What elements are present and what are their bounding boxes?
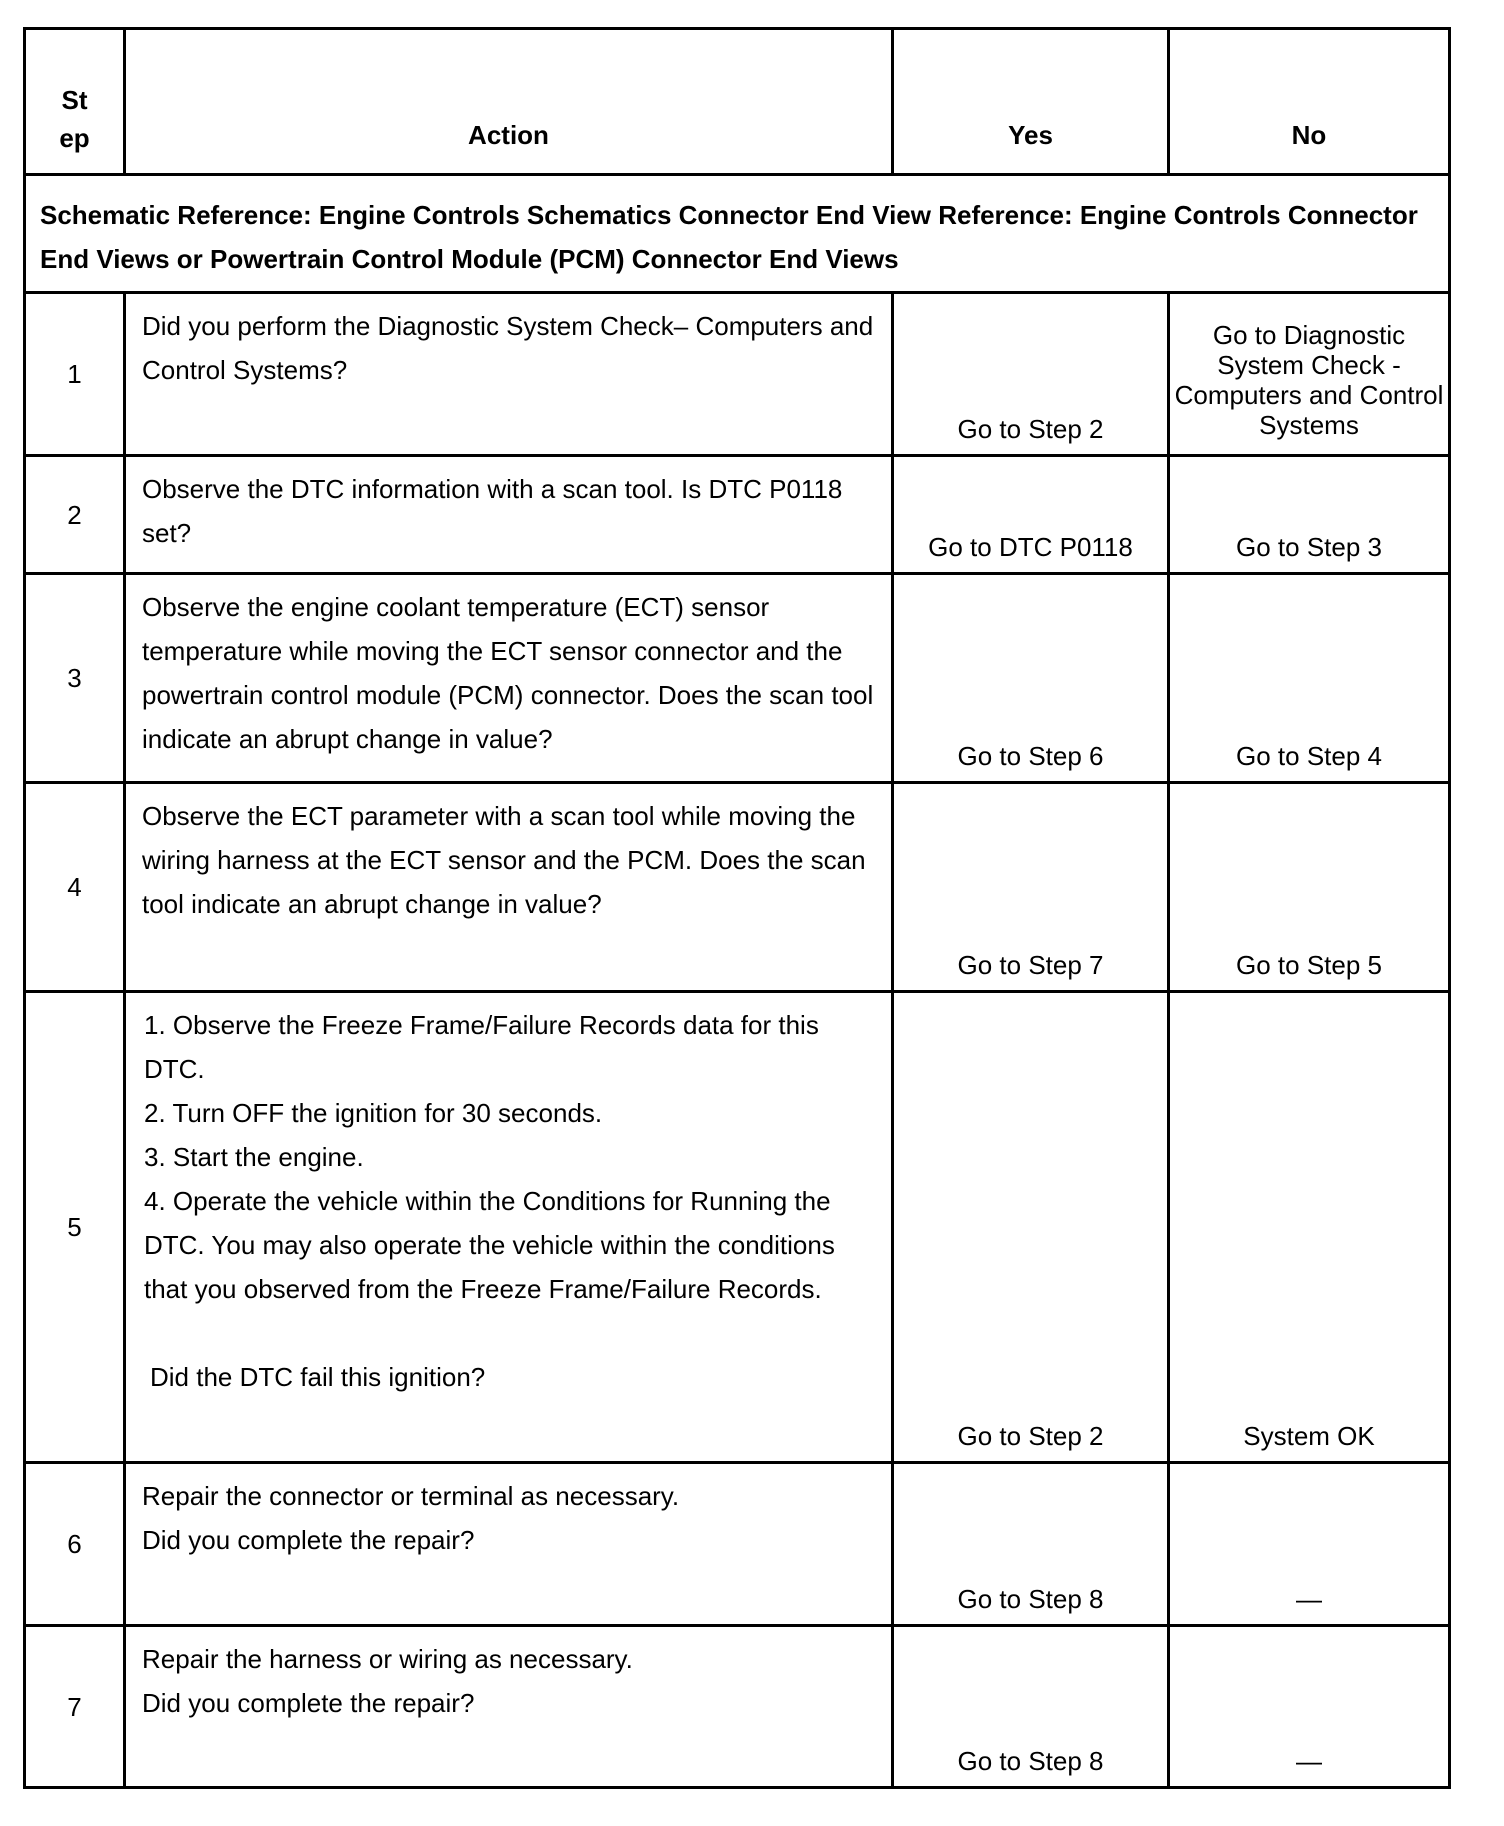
no-result: Go to Diagnostic System Check - Computers and Control Systems [1174, 320, 1444, 440]
action-question: Did you complete the repair? [142, 1525, 475, 1555]
spacer [142, 1311, 877, 1355]
diagnostic-table [23, 27, 1451, 1789]
no-result: Go to Step 3 [1236, 532, 1382, 562]
no-result: — [1296, 1584, 1322, 1614]
table-row [25, 992, 1450, 1463]
yes-result: Go to Step 7 [957, 950, 1104, 980]
no-result: Go to Step 5 [1236, 950, 1382, 980]
yes-result: Go to Step 2 [957, 414, 1104, 444]
step-number: 6 [25, 1463, 125, 1626]
list-item: 1. Observe the Freeze Frame/Failure Records data for this DTC. [144, 1010, 819, 1084]
no-result: System OK [1243, 1421, 1375, 1451]
yes-cell [893, 456, 1169, 574]
table-row [25, 574, 1450, 783]
yes-cell [893, 1463, 1169, 1626]
step-number: 1 [25, 293, 125, 456]
table-row [25, 783, 1450, 992]
yes-cell [893, 293, 1169, 456]
step-number: 3 [25, 574, 125, 783]
action-text [125, 1626, 893, 1788]
table-row [25, 1626, 1450, 1788]
yes-cell [893, 1626, 1169, 1788]
yes-result: Go to Step 6 [957, 741, 1104, 771]
action-question: Did you complete the repair? [142, 1688, 475, 1718]
no-result: — [1296, 1746, 1322, 1776]
action-text [125, 992, 893, 1463]
action-text: Observe the engine coolant temperature (ECT) sensor temperature while moving the ECT sensor connector and the powertrain control module (PCM) connector. Does the scan tool indicate an abrupt change in value? [125, 574, 893, 783]
action-line: Repair the connector or terminal as necessary. [142, 1481, 680, 1511]
no-cell [1169, 456, 1450, 574]
yes-result: Go to Step 8 [957, 1746, 1104, 1776]
step-number: 2 [25, 456, 125, 574]
header-no: No [1169, 29, 1450, 175]
header-action: Action [125, 29, 893, 175]
yes-cell [893, 992, 1169, 1463]
step-number: 7 [25, 1626, 125, 1788]
table-row [25, 293, 1450, 456]
no-result: Go to Step 4 [1236, 741, 1382, 771]
yes-cell [893, 574, 1169, 783]
header-yes: Yes [893, 29, 1169, 175]
no-cell [1169, 1626, 1450, 1788]
yes-cell [893, 783, 1169, 992]
no-cell [1169, 1463, 1450, 1626]
action-text: Observe the ECT parameter with a scan tool while moving the wiring harness at the ECT sensor and the PCM. Does the scan tool indicate an abrupt change in value? [125, 783, 893, 992]
table-row [25, 456, 1450, 574]
step-number: 4 [25, 783, 125, 992]
header-step: St ep [25, 29, 125, 175]
schematic-reference: Schematic Reference: Engine Controls Schematics Connector End View Reference: Engine Controls Connector End Views or Powertrain Control Module (PCM) Connector End Views [25, 175, 1450, 293]
action-text: Observe the DTC information with a scan tool. Is DTC P0118 set? [125, 456, 893, 574]
yes-result: Go to Step 8 [957, 1584, 1104, 1614]
list-item: 3. Start the engine. [144, 1142, 364, 1172]
table-row [25, 1463, 1450, 1626]
reference-row [25, 175, 1450, 293]
no-cell [1169, 992, 1450, 1463]
list-item: 4. Operate the vehicle within the Conditions for Running the DTC. You may also operate the vehicle within the conditions that you observed from the Freeze Frame/Failure Records. [144, 1186, 835, 1304]
no-cell [1169, 783, 1450, 992]
diagnostic-table-document [23, 27, 1448, 1786]
action-steps-list [142, 1003, 877, 1311]
step-number: 5 [25, 992, 125, 1463]
no-cell [1169, 293, 1450, 456]
yes-result: Go to Step 2 [957, 1421, 1104, 1451]
action-text [125, 1463, 893, 1626]
list-item: 2. Turn OFF the ignition for 30 seconds. [144, 1098, 603, 1128]
header-row [25, 29, 1450, 175]
action-question: Did the DTC fail this ignition? [150, 1362, 486, 1392]
action-line: Repair the harness or wiring as necessary. [142, 1644, 633, 1674]
no-cell [1169, 574, 1450, 783]
action-text: Did you perform the Diagnostic System Check– Computers and Control Systems? [125, 293, 893, 456]
yes-result: Go to DTC P0118 [928, 532, 1133, 562]
